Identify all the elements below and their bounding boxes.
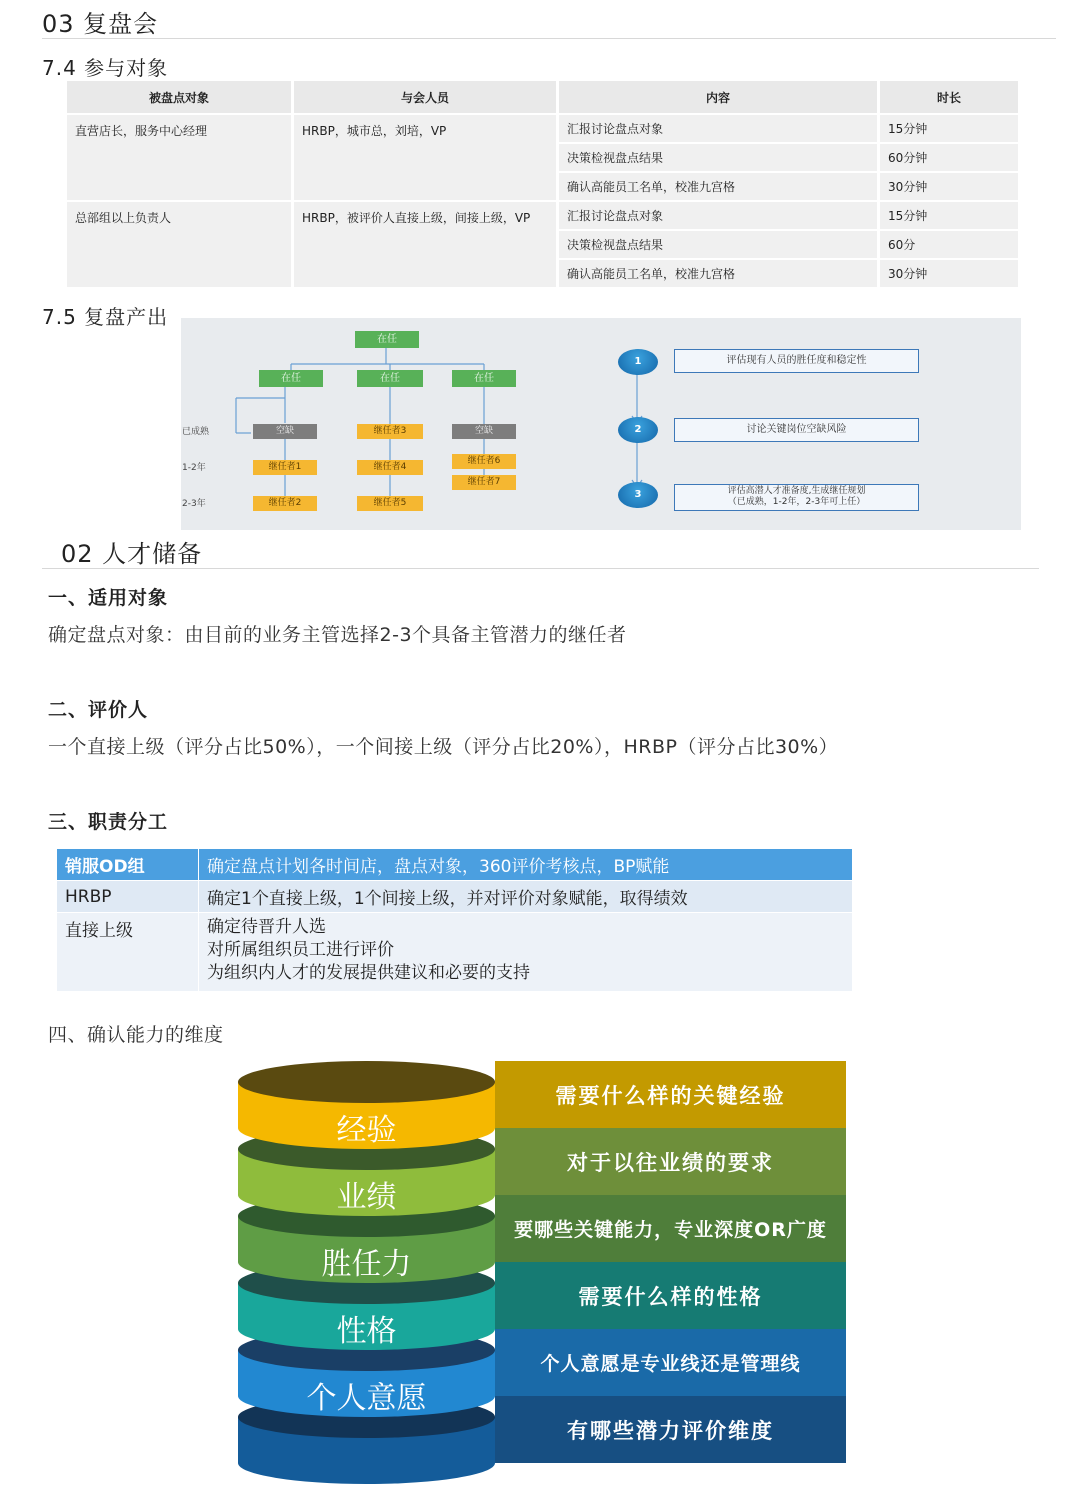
box-successor: 继任者2 (253, 496, 317, 511)
dimension-layer (238, 1061, 495, 1152)
divider (42, 38, 1056, 39)
dimension-description: 个人意愿是专业线还是管理线 (495, 1329, 846, 1396)
heading-dimensions: 四、确认能力的维度 (48, 1024, 224, 1046)
dimension-description: 对于以往业绩的要求 (495, 1128, 846, 1195)
attendees-cell: HRBP，被评价人直接上级，间接上级，VP (293, 201, 558, 288)
box-vacant: 空缺 (253, 424, 317, 439)
content-cell: 汇报讨论盘点对象 (558, 114, 879, 143)
dimension-cylinder-top (238, 1061, 495, 1103)
target-cell: 总部组以上负责人 (67, 201, 293, 288)
step-text: 评估高潜人才准备度,生成继任规划 (727, 486, 866, 496)
heading-evaluators: 二、评价人 (48, 699, 149, 721)
box-successor: 继任者3 (357, 424, 423, 439)
duration-cell: 15分钟 (879, 114, 1020, 143)
header-duration: 时长 (879, 81, 1020, 114)
step-number-1: 1 (618, 349, 658, 375)
heading-scope: 一、适用对象 (48, 587, 169, 609)
target-cell: 直营店长，服务中心经理 (67, 114, 293, 201)
section-title-reserve: 02 人才储备 (61, 540, 203, 568)
divider (42, 568, 1039, 569)
box-incumbent-top: 在任 (355, 331, 419, 348)
box-successor: 继任者1 (253, 460, 317, 475)
dimension-description: 需要什么样的性格 (495, 1262, 846, 1329)
duration-cell: 30分钟 (879, 259, 1020, 288)
attendees-cell: HRBP，城市总，刘培，VP (293, 114, 558, 201)
duty-desc: 确定盘点计划各时间店，盘点对象，360评价考核点，BP赋能 (199, 849, 853, 881)
content-cell: 决策检视盘点结果 (558, 143, 879, 172)
box-incumbent: 在任 (259, 370, 323, 387)
content-cell: 确认高能员工名单，校准九宫格 (558, 259, 879, 288)
dimension-name: 性格 (336, 1314, 397, 1349)
succession-diagram (181, 318, 1021, 530)
box-vacant: 空缺 (452, 424, 516, 439)
duty-line: 确定待晋升人选 (207, 917, 326, 937)
dimension-name: 个人意愿 (306, 1381, 427, 1416)
box-successor: 继任者6 (452, 454, 516, 469)
duty-line: 为组织内人才的发展提供建议和必要的支持 (207, 963, 530, 983)
dimension-name: 经验 (336, 1113, 397, 1148)
duty-role: 直接上级 (57, 913, 199, 992)
duration-cell: 30分钟 (879, 172, 1020, 201)
row-label: 2-3年 (182, 499, 206, 509)
step-number-3: 3 (618, 482, 658, 508)
dimension-description: 需要什么样的关键经验 (495, 1061, 846, 1128)
section-title-review: 03 复盘会 (42, 10, 159, 38)
duration-cell: 15分钟 (879, 201, 1020, 230)
step-box-1: 评估现有人员的胜任度和稳定性 (674, 349, 919, 373)
table-header-row (67, 81, 1020, 114)
subsection-title-75: 7.5 复盘产出 (42, 305, 169, 329)
content-cell: 汇报讨论盘点对象 (558, 201, 879, 230)
step-box-3 (674, 484, 919, 511)
duty-table (56, 848, 853, 992)
table-row (57, 881, 853, 913)
step-text-note: （已成熟，1-2年，2-3年可上任） (727, 497, 866, 507)
heading-duties: 三、职责分工 (48, 811, 169, 833)
box-incumbent: 在任 (452, 370, 516, 387)
content-cell: 决策检视盘点结果 (558, 230, 879, 259)
participants-table (67, 81, 1021, 289)
subsection-title-74: 7.4 参与对象 (42, 56, 169, 80)
duty-line: 对所属组织员工进行评价 (207, 940, 394, 960)
duty-desc: 确定1个直接上级，1个间接上级，并对评价对象赋能，取得绩效 (199, 881, 853, 913)
dimension-description: 有哪些潜力评价维度 (495, 1396, 846, 1463)
duration-cell: 60分 (879, 230, 1020, 259)
table-row (57, 849, 853, 881)
row-label: 1-2年 (182, 463, 206, 473)
step-number-2: 2 (618, 417, 658, 443)
header-target: 被盘点对象 (67, 81, 293, 114)
row-label: 已成熟 (182, 427, 210, 437)
box-successor: 继任者5 (357, 496, 423, 511)
duration-cell: 60分钟 (879, 143, 1020, 172)
table-row (57, 913, 853, 992)
duty-desc (199, 913, 853, 992)
step-box-2: 讨论关键岗位空缺风险 (674, 418, 919, 442)
box-incumbent: 在任 (357, 370, 423, 387)
scope-text: 确定盘点对象：由目前的业务主管选择2-3个具备主管潜力的继任者 (48, 624, 627, 646)
evaluators-text: 一个直接上级（评分占比50%），一个间接上级（评分占比20%），HRBP（评分占比30%） (48, 736, 839, 758)
dimension-name: 胜任力 (321, 1247, 412, 1282)
duty-role: 销服OD组 (57, 849, 199, 881)
table-row (67, 201, 1020, 230)
duty-role: HRBP (57, 881, 199, 913)
header-attendees: 与会人员 (293, 81, 558, 114)
table-row (67, 114, 1020, 143)
content-cell: 确认高能员工名单，校准九宫格 (558, 172, 879, 201)
box-successor: 继任者4 (357, 460, 423, 475)
box-successor: 继任者7 (452, 475, 516, 490)
header-content: 内容 (558, 81, 879, 114)
dimension-description: 要哪些关键能力，专业深度OR广度 (495, 1195, 846, 1262)
dimension-name: 业绩 (336, 1180, 397, 1215)
